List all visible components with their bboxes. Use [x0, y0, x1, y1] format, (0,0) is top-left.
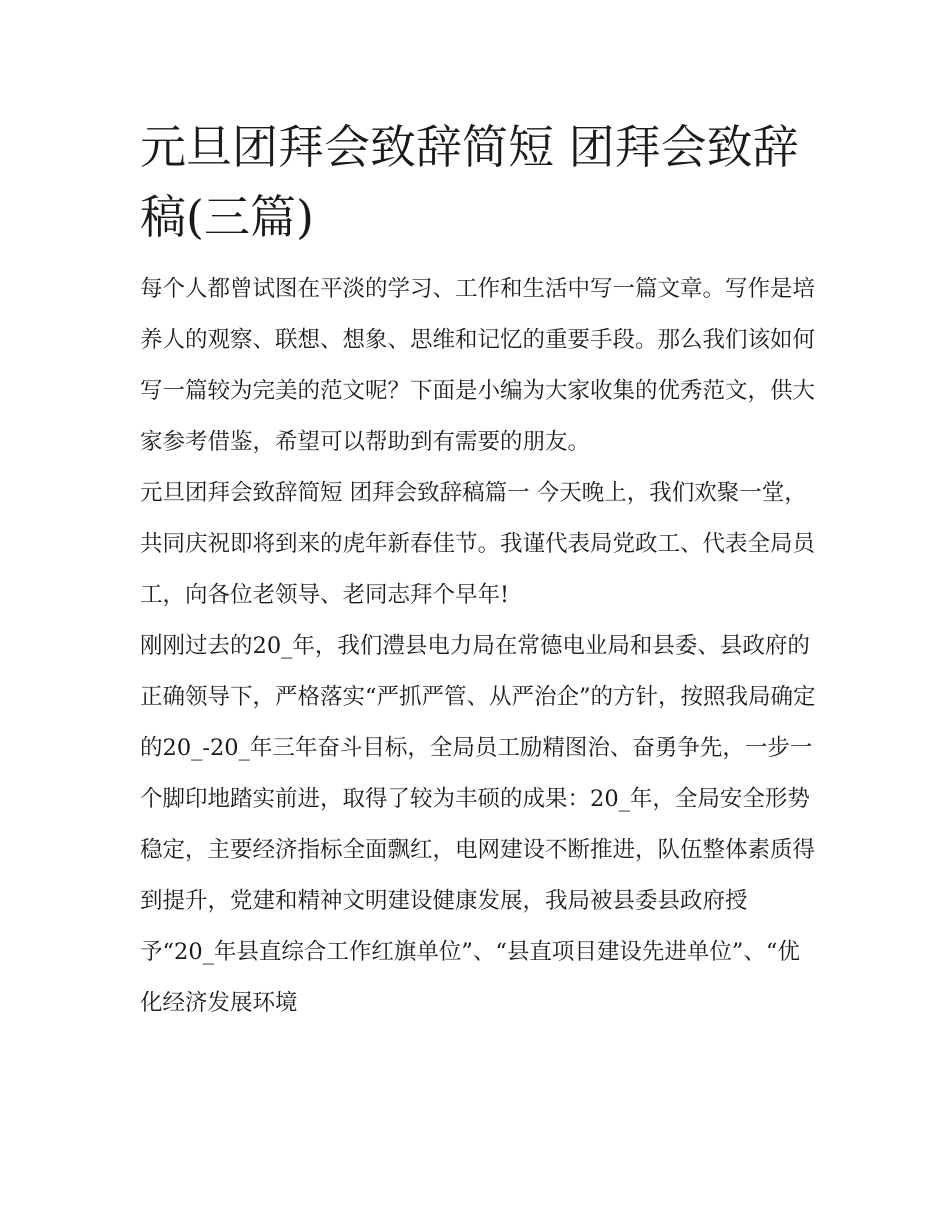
paragraph-achievements: 刚刚过去的20_年，我们澧县电力局在常德电业局和县委、县政府的正确领导下，严格落实“严抓严管、从严治企”的方针，按照我局确定的20_-20_年三年奋斗目标，全局员工励精图治、奋勇争先，一步一个脚印地踏实前进，取得了较为丰硕的成果：20_年，全局安全形势稳定，主要经济指标全面飘红，电网建设不断推进，队伍整体素质得到提升，党建和精神文明建设健康发展，我局被县委县政府授予“20_年县直综合工作红旗单位”、“县直项目建设先进单位”、“优化经济发展环境: [140, 633, 816, 1016]
paragraph-speech-opening: 元旦团拜会致辞简短 团拜会致辞稿篇一 今天晚上，我们欢聚一堂，共同庆祝即将到来的虎年新春佳节。我谨代表局党政工、代表全局员工，向各位老领导、老同志拜个早年!: [140, 480, 816, 608]
document-body: [140, 264, 820, 1029]
document-title: 元旦团拜会致辞简短 团拜会致辞稿(三篇): [140, 120, 799, 244]
paragraph-intro: 每个人都曾试图在平淡的学习、工作和生活中写一篇文章。写作是培养人的观察、联想、想象、思维和记忆的重要手段。那么我们该如何写一篇较为完美的范文呢？下面是小编为大家收集的优秀范文，供大家参考借鉴，希望可以帮助到有需要的朋友。: [140, 276, 816, 455]
document-content: [140, 112, 820, 1029]
